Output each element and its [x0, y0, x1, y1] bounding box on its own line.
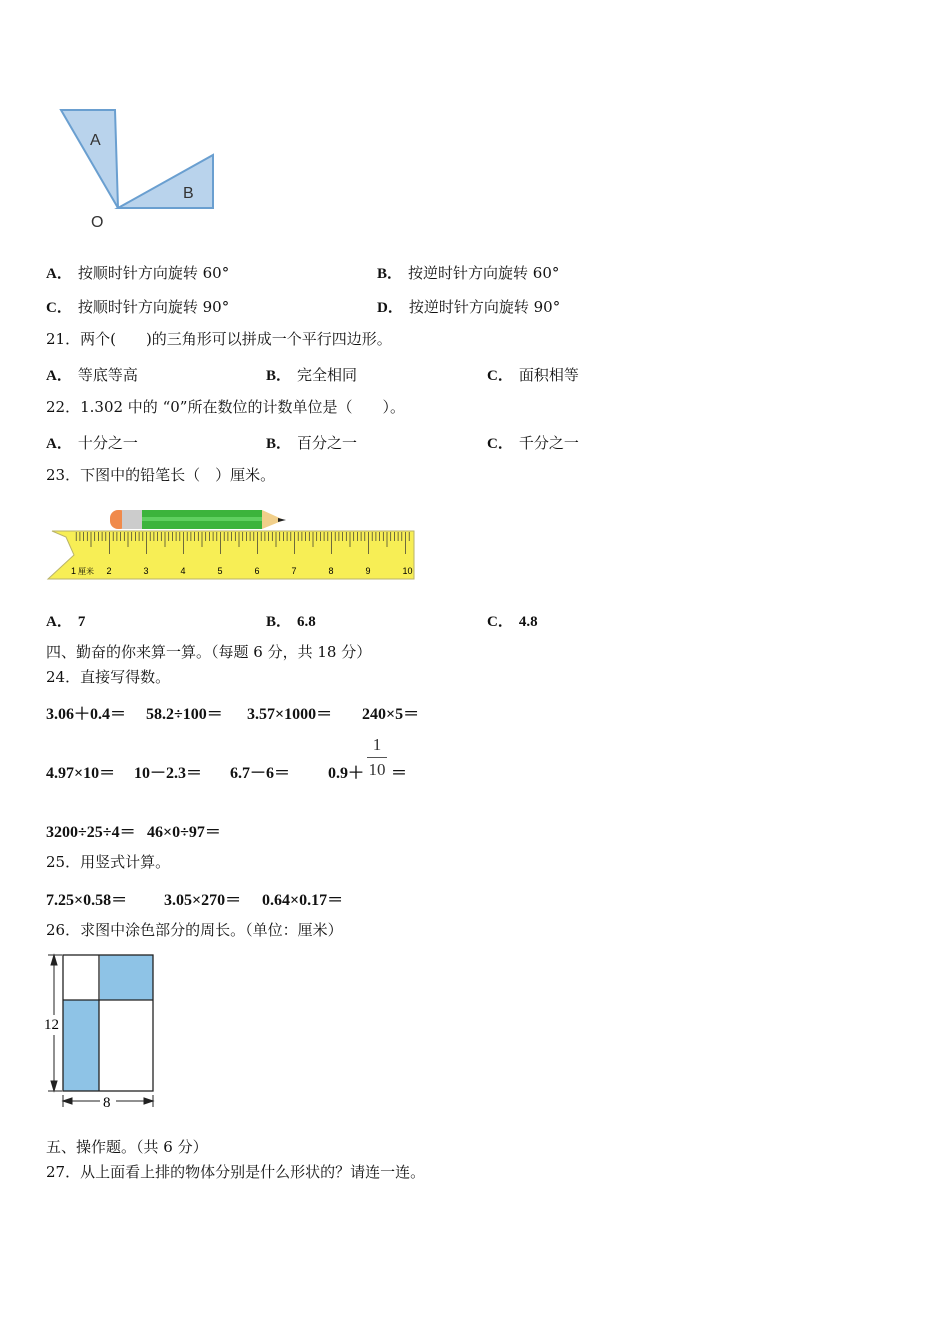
q21-stem: 21．两个( )的三角形可以拼成一个平行四边形。 — [46, 330, 392, 348]
width-label: 8 — [103, 1095, 111, 1111]
option-text: 按顺时针方向旋转 90° — [77, 298, 230, 316]
option-key: B． — [266, 436, 292, 452]
calc-item: 58.2÷100＝ — [146, 706, 223, 723]
vertical-calc-item: 7.25×0.58＝ — [46, 892, 128, 909]
fraction-numerator: 1 — [372, 735, 382, 754]
ruler-unit: 厘米 — [78, 567, 94, 576]
fraction-denominator: 10 — [368, 760, 386, 779]
ruler-tick-label: 3 — [143, 566, 149, 576]
q20-option-c[interactable] — [46, 296, 229, 317]
ruler-tick-label: 8 — [328, 566, 334, 576]
ruler-tick-label: 5 — [217, 566, 223, 576]
q23-option-c[interactable] — [487, 610, 538, 631]
fraction-bar — [367, 757, 387, 758]
calc-item: 240×5＝ — [362, 706, 420, 723]
option-key: B． — [266, 614, 292, 630]
ruler-label-1: 1 — [71, 566, 77, 576]
q21-option-a[interactable] — [46, 364, 138, 385]
option-key: B． — [377, 266, 403, 282]
q22-option-b[interactable] — [266, 432, 357, 453]
calc-item: 46×0÷97＝ — [147, 824, 221, 841]
option-key: A． — [46, 368, 72, 384]
ruler-tick-label: 6 — [254, 566, 260, 576]
vertical-calc-item: 3.05×270＝ — [164, 892, 242, 909]
ruler-tick-label: 10 — [402, 566, 413, 576]
calc-item-equals: ＝ — [391, 765, 408, 782]
option-key: A． — [46, 614, 72, 630]
option-text: 面积相等 — [518, 366, 579, 384]
q23-option-b[interactable] — [266, 610, 316, 631]
q22-option-c[interactable] — [487, 432, 579, 453]
q20-option-b[interactable] — [377, 262, 559, 283]
option-key: A． — [46, 436, 72, 452]
triangle-b — [118, 155, 213, 208]
section-5-heading: 五、操作题。（共 6 分） — [46, 1138, 208, 1156]
calc-item: 10－2.3＝ — [134, 765, 203, 782]
option-key: A． — [46, 266, 72, 282]
option-text: 百分之一 — [297, 434, 358, 452]
ruler-body — [48, 531, 414, 579]
shaded-bottom-left — [63, 1000, 99, 1091]
q21-option-b[interactable] — [266, 364, 357, 385]
q20-option-d[interactable] — [377, 296, 560, 317]
ruler-tick-label: 7 — [291, 566, 297, 576]
ruler-with-pencil — [46, 505, 418, 585]
q22-stem: 22．1.302 中的 “0”所在数位的计数单位是（ ）。 — [46, 398, 405, 416]
option-text: 千分之一 — [518, 434, 579, 452]
calc-item: 4.97×10＝ — [46, 765, 116, 782]
option-text: 按逆时针方向旋转 60° — [408, 264, 560, 282]
option-key: C． — [46, 300, 72, 316]
q23-stem: 23．下图中的铅笔长（ ）厘米。 — [46, 466, 276, 484]
q26-stem: 26．求图中涂色部分的周长。（单位：厘米） — [46, 921, 343, 939]
q21-option-c[interactable] — [487, 364, 579, 385]
option-key: C． — [487, 368, 513, 384]
q22-option-a[interactable] — [46, 432, 138, 453]
calc-item: 3200÷25÷4＝ — [46, 824, 136, 841]
label-b: B — [183, 185, 194, 202]
ruler-tick-label: 2 — [106, 566, 112, 576]
option-key: C． — [487, 614, 513, 630]
q27-stem: 27．从上面看上排的物体分别是什么形状的？请连一连。 — [46, 1163, 426, 1181]
shaded-top-right — [100, 955, 153, 1000]
option-text: 按逆时针方向旋转 90° — [408, 298, 561, 316]
option-text: 等底等高 — [77, 366, 138, 384]
ruler-tick-label: 4 — [180, 566, 186, 576]
q25-stem: 25．用竖式计算。 — [46, 853, 171, 871]
option-text: 7 — [77, 614, 86, 630]
rotation-figure — [55, 105, 225, 235]
q20-option-a[interactable] — [46, 262, 229, 283]
height-label: 12 — [44, 1017, 59, 1033]
triangle-a — [61, 110, 118, 208]
option-key: B． — [266, 368, 292, 384]
option-text: 十分之一 — [77, 434, 138, 452]
pencil — [110, 510, 286, 529]
option-text: 4.8 — [518, 614, 538, 630]
option-key: C． — [487, 436, 513, 452]
q23-option-a[interactable] — [46, 610, 85, 631]
option-key: D． — [377, 300, 403, 316]
option-text: 6.8 — [297, 614, 316, 630]
option-text: 完全相同 — [297, 366, 358, 384]
calc-item: 0.9＋ — [328, 765, 365, 782]
ruler-tick-label: 9 — [365, 566, 371, 576]
label-a: A — [90, 132, 101, 149]
calc-item: 6.7－6＝ — [230, 765, 291, 782]
section-4-heading: 四、勤奋的你来算一算。（每题 6 分，共 18 分） — [46, 643, 372, 661]
calc-item: 3.06＋0.4＝ — [46, 706, 127, 723]
calc-item: 3.57×1000＝ — [247, 706, 333, 723]
option-text: 按顺时针方向旋转 60° — [77, 264, 230, 282]
vertical-calc-item: 0.64×0.17＝ — [262, 892, 344, 909]
shaded-figure — [40, 945, 170, 1115]
q24-stem: 24．直接写得数。 — [46, 668, 171, 686]
label-o: O — [91, 214, 104, 231]
